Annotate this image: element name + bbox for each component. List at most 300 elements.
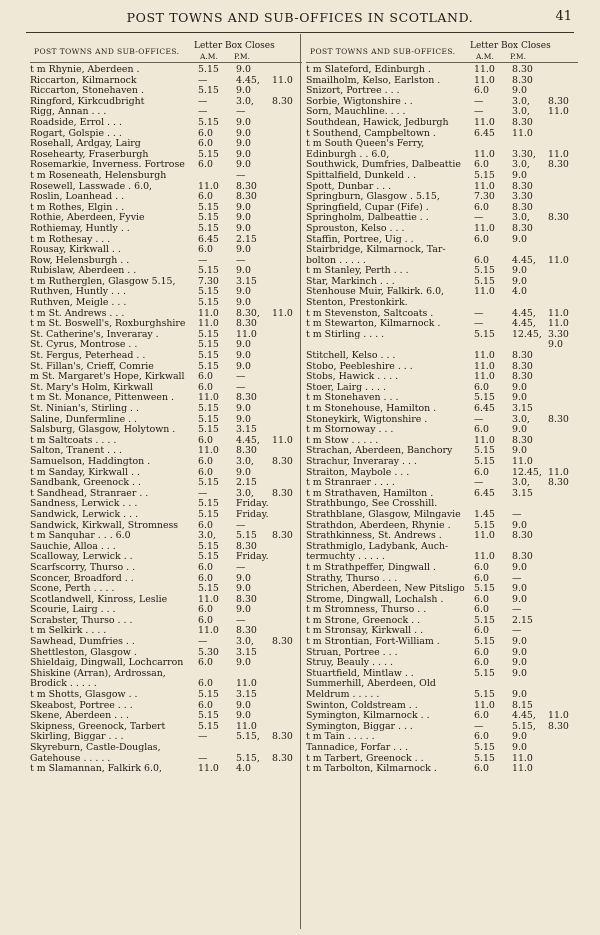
right-column	[306, 38, 578, 775]
pm-time: 9.0	[512, 169, 527, 181]
pm-time: 9.0	[236, 350, 251, 362]
table-row	[30, 574, 302, 585]
am-time: —	[474, 95, 484, 107]
office-name: Swinton, Coldstream . .	[306, 700, 418, 711]
pm-time: 9.0	[236, 265, 251, 277]
table-row	[30, 383, 302, 394]
pm-time-2	[272, 595, 302, 606]
am-time: 11.0	[474, 74, 495, 86]
page-number: 41	[555, 9, 572, 24]
am-time: 5.15	[474, 742, 495, 753]
pm-time: 3.0,	[236, 455, 254, 467]
office-name: Skirling, Biggar . . .	[30, 732, 124, 743]
office-name: t m South Queen's Ferry,	[306, 139, 425, 150]
pm-time: 9.0	[512, 519, 527, 531]
pm-time: 8.30	[512, 201, 533, 213]
pm-time-2	[272, 574, 302, 585]
pm-time-2	[272, 245, 302, 256]
table-row	[30, 298, 302, 309]
am-time: 5.15	[474, 392, 495, 404]
am-time: 6.0	[474, 233, 489, 245]
am-time: 6.45	[198, 233, 219, 245]
pm-time-2	[548, 65, 578, 76]
pm-time: 11.0	[512, 752, 533, 764]
pm-time: 9.0	[512, 593, 527, 605]
table-row	[30, 118, 302, 129]
am-time: 5.15	[198, 403, 219, 414]
pm-time: 5.15,	[236, 731, 260, 743]
table-row	[306, 129, 578, 140]
office-name: Saline, Dunfermline . .	[30, 414, 138, 425]
pm-time-2	[272, 415, 302, 426]
pm-time-2	[548, 732, 578, 743]
pm-time: 8.30	[236, 625, 257, 637]
am-time: 11.0	[474, 699, 495, 711]
table-row	[306, 616, 578, 627]
pm-time: 9.0	[236, 466, 251, 478]
am-time: 11.0	[474, 350, 495, 362]
office-name: m St. Margaret's Hope, Kirkwall	[30, 372, 185, 383]
pm-time: —	[512, 625, 522, 637]
am-time: 6.0	[198, 381, 213, 393]
pm-time-2	[272, 160, 302, 171]
pm-time: 4.0	[512, 286, 527, 298]
pm-time-2	[548, 521, 578, 532]
pm-time: 3.0,	[236, 636, 254, 648]
am-time: 6.0	[474, 625, 489, 637]
pm-time-2	[548, 499, 578, 510]
am-time: 1.45	[474, 508, 495, 520]
pm-time-2: 9.0	[548, 339, 563, 351]
pm-time: 9.0	[512, 742, 527, 753]
pm-time: 8.30	[512, 360, 533, 372]
office-name: St. Mary's Holm, Kirkwall	[30, 382, 153, 393]
table-row	[30, 679, 302, 690]
header-rule	[26, 32, 574, 33]
am-time	[198, 171, 236, 182]
am-time: 3.0,	[198, 530, 216, 542]
table-row	[30, 754, 302, 765]
table-row	[30, 171, 302, 182]
table-row	[306, 277, 578, 288]
table-row	[306, 648, 578, 659]
table-row	[30, 510, 302, 521]
right-column-header	[306, 38, 578, 62]
table-row	[30, 235, 302, 246]
table-row	[306, 76, 578, 87]
am-time: 6.0	[474, 561, 489, 573]
table-row	[30, 97, 302, 108]
pm-time-2	[548, 563, 578, 574]
pm-time-2: 8.30	[272, 636, 293, 648]
pm-time-2	[272, 256, 302, 267]
pm-time-2	[548, 552, 578, 563]
am-time: 7.30	[474, 191, 495, 203]
pm-time: 5.15	[236, 530, 257, 542]
office-name: Strathbungo, See Crosshill.	[306, 499, 438, 510]
office-name: t Southend, Campbeltown .	[306, 128, 436, 139]
pm-time-2	[272, 711, 302, 722]
office-name: Skipness, Greenock, Tarbert	[30, 721, 166, 732]
pm-time: 3.15	[236, 275, 257, 287]
pm-time-2: 11.0	[548, 307, 569, 319]
office-name: Scrabster, Thurso . . .	[30, 615, 133, 626]
table-row	[306, 351, 578, 362]
pm-time-2	[548, 637, 578, 648]
pm-time-2	[272, 393, 302, 404]
pm-time-2	[272, 235, 302, 246]
pm-time: 4.45,	[236, 74, 260, 86]
office-name: Stuartfield, Mintlaw . .	[306, 668, 414, 679]
am-time: 11.0	[198, 593, 219, 605]
am-time: 5.15	[198, 328, 219, 340]
pm-time: 3.0,	[512, 159, 530, 171]
am-time: —	[198, 752, 208, 764]
table-row	[306, 192, 578, 203]
office-name: t m Stornoway . . .	[306, 425, 394, 436]
table-row	[306, 626, 578, 637]
pm-time: —	[236, 614, 246, 626]
office-name: termuchty . . . . .	[306, 552, 385, 563]
left-header-rule	[30, 62, 302, 63]
office-name: Symington, Kilmarnock . .	[306, 711, 430, 722]
office-name: Sandness, Lerwick . . .	[30, 499, 138, 510]
table-row	[306, 542, 578, 553]
office-name: Strathmiglo, Ladybank, Auch-	[306, 541, 449, 552]
office-name: Ruthven, Huntly . . .	[30, 287, 126, 298]
table-row	[30, 521, 302, 532]
am-time: —	[198, 731, 208, 743]
pm-time: 9.0	[512, 583, 527, 595]
pm-time: 8.30	[236, 593, 257, 605]
table-row	[30, 372, 302, 383]
pm-time-2: 11.0	[272, 307, 293, 319]
office-name: Shettleston, Glasgow .	[30, 647, 137, 658]
am-time: 6.0	[198, 699, 213, 711]
office-name: St. Fergus, Peterhead . .	[30, 351, 146, 362]
am-time: 6.0	[474, 424, 489, 436]
am-time: 5.15	[474, 752, 495, 764]
office-name: Strichen, Aberdeen, New Pitsligo	[306, 584, 465, 595]
office-name: t m Tarbolton, Kilmarnock .	[306, 764, 437, 775]
office-name: t m Rutherglen, Glasgow 5.15,	[30, 276, 176, 287]
office-name: Strachur, Inveraray . . .	[306, 456, 417, 467]
table-row	[30, 711, 302, 722]
office-name: Meldrum . . . . .	[306, 690, 380, 701]
pm-time: Friday.	[236, 508, 269, 520]
table-row	[306, 446, 578, 457]
am-time: 6.0	[474, 381, 489, 393]
pm-time-2	[548, 679, 578, 690]
table-row	[30, 76, 302, 87]
pm-time-2: 8.30	[272, 530, 293, 542]
table-row	[30, 192, 302, 203]
pm-time-2: 11.0	[548, 710, 569, 722]
pm-time-2: 8.30	[272, 752, 293, 764]
office-name: Springburn, Glasgow . 5.15,	[306, 192, 440, 203]
pm-time: —	[236, 561, 246, 573]
pm-time: 4.45,	[512, 254, 536, 266]
pm-time: 9.0	[512, 646, 527, 658]
pm-time: 9.0	[512, 636, 527, 648]
office-name: Strachan, Aberdeen, Banchory	[306, 446, 453, 457]
table-row	[306, 182, 578, 193]
am-time: 11.0	[198, 445, 219, 457]
office-name: t m Stranraer . . . .	[306, 478, 395, 489]
am-time: 6.0	[474, 731, 489, 743]
pm-time-2	[548, 574, 578, 585]
pm-time: 8.30,	[236, 307, 260, 319]
table-row	[306, 732, 578, 743]
pm-time: 9.0	[512, 561, 527, 573]
am-time: 6.0	[198, 138, 213, 150]
am-time: 6.0	[474, 763, 489, 775]
pm-time: 8.30	[512, 222, 533, 234]
am-time: 6.0	[198, 604, 213, 616]
office-name: Springholm, Dalbeattie . .	[306, 213, 429, 224]
am-time: 11.0	[474, 551, 495, 563]
pm-time-2	[272, 107, 302, 118]
pm-time: 3.15	[236, 424, 257, 436]
pm-time: 9.0	[512, 731, 527, 743]
office-name: bolton . . . . .	[306, 255, 366, 266]
pm-time-2	[548, 669, 578, 680]
pm-time: —	[236, 169, 246, 181]
table-row	[306, 436, 578, 447]
pm-time: 9.0	[236, 138, 251, 150]
office-name: Samuelson, Haddington .	[30, 456, 151, 467]
pm-time: 8.30	[512, 551, 533, 563]
table-row	[30, 531, 302, 542]
am-time: 5.15	[198, 720, 219, 732]
pm-time: 2.15	[512, 614, 533, 626]
office-name: Roadside, Errol . . .	[30, 117, 122, 128]
am-time: 5.15	[198, 339, 219, 351]
table-row	[30, 658, 302, 669]
pm-time-2	[272, 65, 302, 76]
table-row	[30, 648, 302, 659]
pm-time: 9.0	[512, 381, 527, 393]
pm-time-2	[548, 351, 578, 362]
am-time: —	[474, 106, 484, 118]
am-time: 6.0	[474, 646, 489, 658]
am-time: —	[474, 413, 484, 425]
table-row	[306, 521, 578, 532]
am-time: 6.0	[474, 201, 489, 213]
pm-time-2	[272, 372, 302, 383]
table-row	[30, 478, 302, 489]
pm-time: 9.0	[236, 127, 251, 139]
table-row	[30, 319, 302, 330]
pm-time: 3.15	[236, 689, 257, 701]
office-name: t m Sanquhar . . . 6.0	[30, 531, 131, 542]
table-row	[306, 415, 578, 426]
pm-time: 3.0,	[512, 212, 530, 224]
table-row	[306, 86, 578, 97]
office-name: Row, Helensburgh . .	[30, 255, 130, 266]
am-time: 5.15	[198, 286, 219, 298]
pm-time-2	[272, 213, 302, 224]
office-name: Springfield, Cupar (Fife) .	[306, 202, 429, 213]
am-time: 11.0	[474, 222, 495, 234]
table-row	[30, 446, 302, 457]
am-label: A.M.	[476, 52, 494, 61]
pm-time-2	[272, 330, 302, 341]
pm-time-2	[548, 76, 578, 87]
pm-time-2	[272, 616, 302, 627]
table-row	[30, 266, 302, 277]
pm-time: 8.30	[512, 371, 533, 383]
pm-time-2	[272, 510, 302, 521]
pm-time: 11.0	[512, 763, 533, 775]
am-time: 5.15	[198, 297, 219, 309]
pm-time-2: 11.0	[548, 254, 569, 266]
pm-time-2	[272, 287, 302, 298]
table-row	[306, 362, 578, 373]
pm-time: 4.45,	[236, 434, 260, 446]
pm-time: 9.0	[512, 233, 527, 245]
office-name: t m Rothesay . . .	[30, 234, 111, 245]
pm-time-2	[272, 340, 302, 351]
pm-time-2	[548, 266, 578, 277]
am-time: 6.0	[474, 159, 489, 171]
am-time: 6.45	[474, 403, 495, 414]
am-time: 5.15	[198, 350, 219, 362]
table-row	[306, 287, 578, 298]
office-name: t m Stewarton, Kilmarnock .	[306, 319, 441, 330]
am-time: —	[198, 636, 208, 648]
pm-time-2	[548, 754, 578, 765]
table-row	[30, 669, 302, 680]
table-row	[306, 658, 578, 669]
pm-time-2	[272, 383, 302, 394]
table-row	[30, 160, 302, 171]
office-name: Sandwick, Lerwick . . .	[30, 509, 139, 520]
pm-time: 8.30	[236, 191, 257, 203]
pm-time-2	[548, 404, 578, 415]
table-row	[306, 372, 578, 383]
pm-time: 8.30	[236, 445, 257, 457]
pm-time: 9.0	[236, 710, 251, 722]
table-row	[306, 690, 578, 701]
office-name: Shiskine (Arran), Ardrossan,	[30, 668, 166, 679]
am-time: —	[474, 318, 484, 330]
office-name: Summerhill, Aberdeen, Old	[306, 679, 436, 690]
office-name: t m Stow . . . . .	[306, 435, 379, 446]
office-name: Rothiemay, Huntly . .	[30, 223, 130, 234]
pm-label: P.M.	[510, 52, 526, 61]
table-row	[30, 65, 302, 76]
table-row	[30, 595, 302, 606]
pm-time-2	[272, 563, 302, 574]
pm-time-2: 11.0	[272, 434, 293, 446]
pm-time-2: 8.30	[548, 720, 569, 732]
office-name: Riccarton, Kilmarnock	[30, 75, 137, 86]
office-name: Skeabost, Portree . . .	[30, 700, 133, 711]
office-name: Sandwick, Kirkwall, Stromness	[30, 520, 179, 531]
pm-time-2	[548, 584, 578, 595]
pm-time-2	[272, 404, 302, 415]
pm-time: 8.30	[512, 530, 533, 542]
table-row	[30, 764, 302, 775]
office-name: Scotlandwell, Kinross, Leslie	[30, 594, 168, 605]
table-row	[306, 743, 578, 754]
table-row	[30, 362, 302, 373]
am-time: 11.0	[474, 180, 495, 192]
office-name: t m Tarbert, Greenock . .	[306, 753, 424, 764]
office-name: St. Catherine's, Inveraray .	[30, 329, 159, 340]
am-time: —	[198, 487, 208, 499]
table-row	[30, 425, 302, 436]
pm-time: 9.0	[236, 116, 251, 128]
pm-time: —	[512, 508, 522, 520]
am-time: 5.15	[198, 265, 219, 277]
table-row	[306, 171, 578, 182]
office-name: t m Stirling . . . .	[306, 329, 385, 340]
pm-time: 9.0	[236, 604, 251, 616]
office-name: t m Slateford, Edinburgh .	[306, 65, 431, 75]
pm-time: 2.15	[236, 477, 257, 489]
pm-time: 8.30	[512, 434, 533, 446]
am-time: 11.0	[198, 307, 219, 319]
pm-time: 9.0	[512, 392, 527, 404]
pm-time-2	[272, 679, 302, 690]
pm-time-2	[272, 129, 302, 140]
table-row	[30, 626, 302, 637]
office-name: Sawhead, Dumfries . .	[30, 637, 135, 648]
table-row	[30, 468, 302, 479]
pm-time-2	[548, 531, 578, 542]
office-name: t m Stromness, Thurso . .	[306, 605, 427, 616]
pm-time-2	[272, 701, 302, 712]
pm-time-2	[548, 171, 578, 182]
table-row	[30, 701, 302, 712]
am-time: 11.0	[198, 763, 219, 775]
pm-time: 9.0	[236, 413, 251, 425]
office-name: Straiton, Maybole . . .	[306, 467, 410, 478]
am-time: 6.0	[198, 678, 213, 690]
am-time: 5.15	[198, 551, 219, 563]
table-row	[306, 160, 578, 171]
am-time: 6.0	[198, 159, 213, 171]
am-time: 11.0	[474, 360, 495, 372]
pm-time: 3.15	[512, 403, 533, 414]
pm-time-2	[548, 277, 578, 288]
table-row	[306, 266, 578, 277]
office-name: Sandbank, Greenock . .	[30, 478, 141, 489]
am-time: 6.0	[474, 254, 489, 266]
pm-time: —	[236, 519, 246, 531]
pm-time-2	[548, 489, 578, 500]
table-row	[30, 287, 302, 298]
table-row	[306, 118, 578, 129]
am-time: 5.15	[198, 424, 219, 436]
pm-time-2	[272, 224, 302, 235]
am-time: —	[198, 74, 208, 86]
office-name: Shieldaig, Dingwall, Lochcarron	[30, 658, 184, 669]
office-name: t m Stevenston, Saltcoats .	[306, 308, 434, 319]
pm-time: 9.0	[236, 583, 251, 595]
pm-time: 4.45,	[512, 307, 536, 319]
pm-time-2	[548, 605, 578, 616]
table-row	[306, 489, 578, 500]
table-row	[30, 309, 302, 320]
pm-time: 9.0	[236, 222, 251, 234]
table-row	[306, 510, 578, 521]
pm-time-2	[548, 182, 578, 193]
pm-time-2	[548, 393, 578, 404]
pm-time-2	[548, 362, 578, 373]
